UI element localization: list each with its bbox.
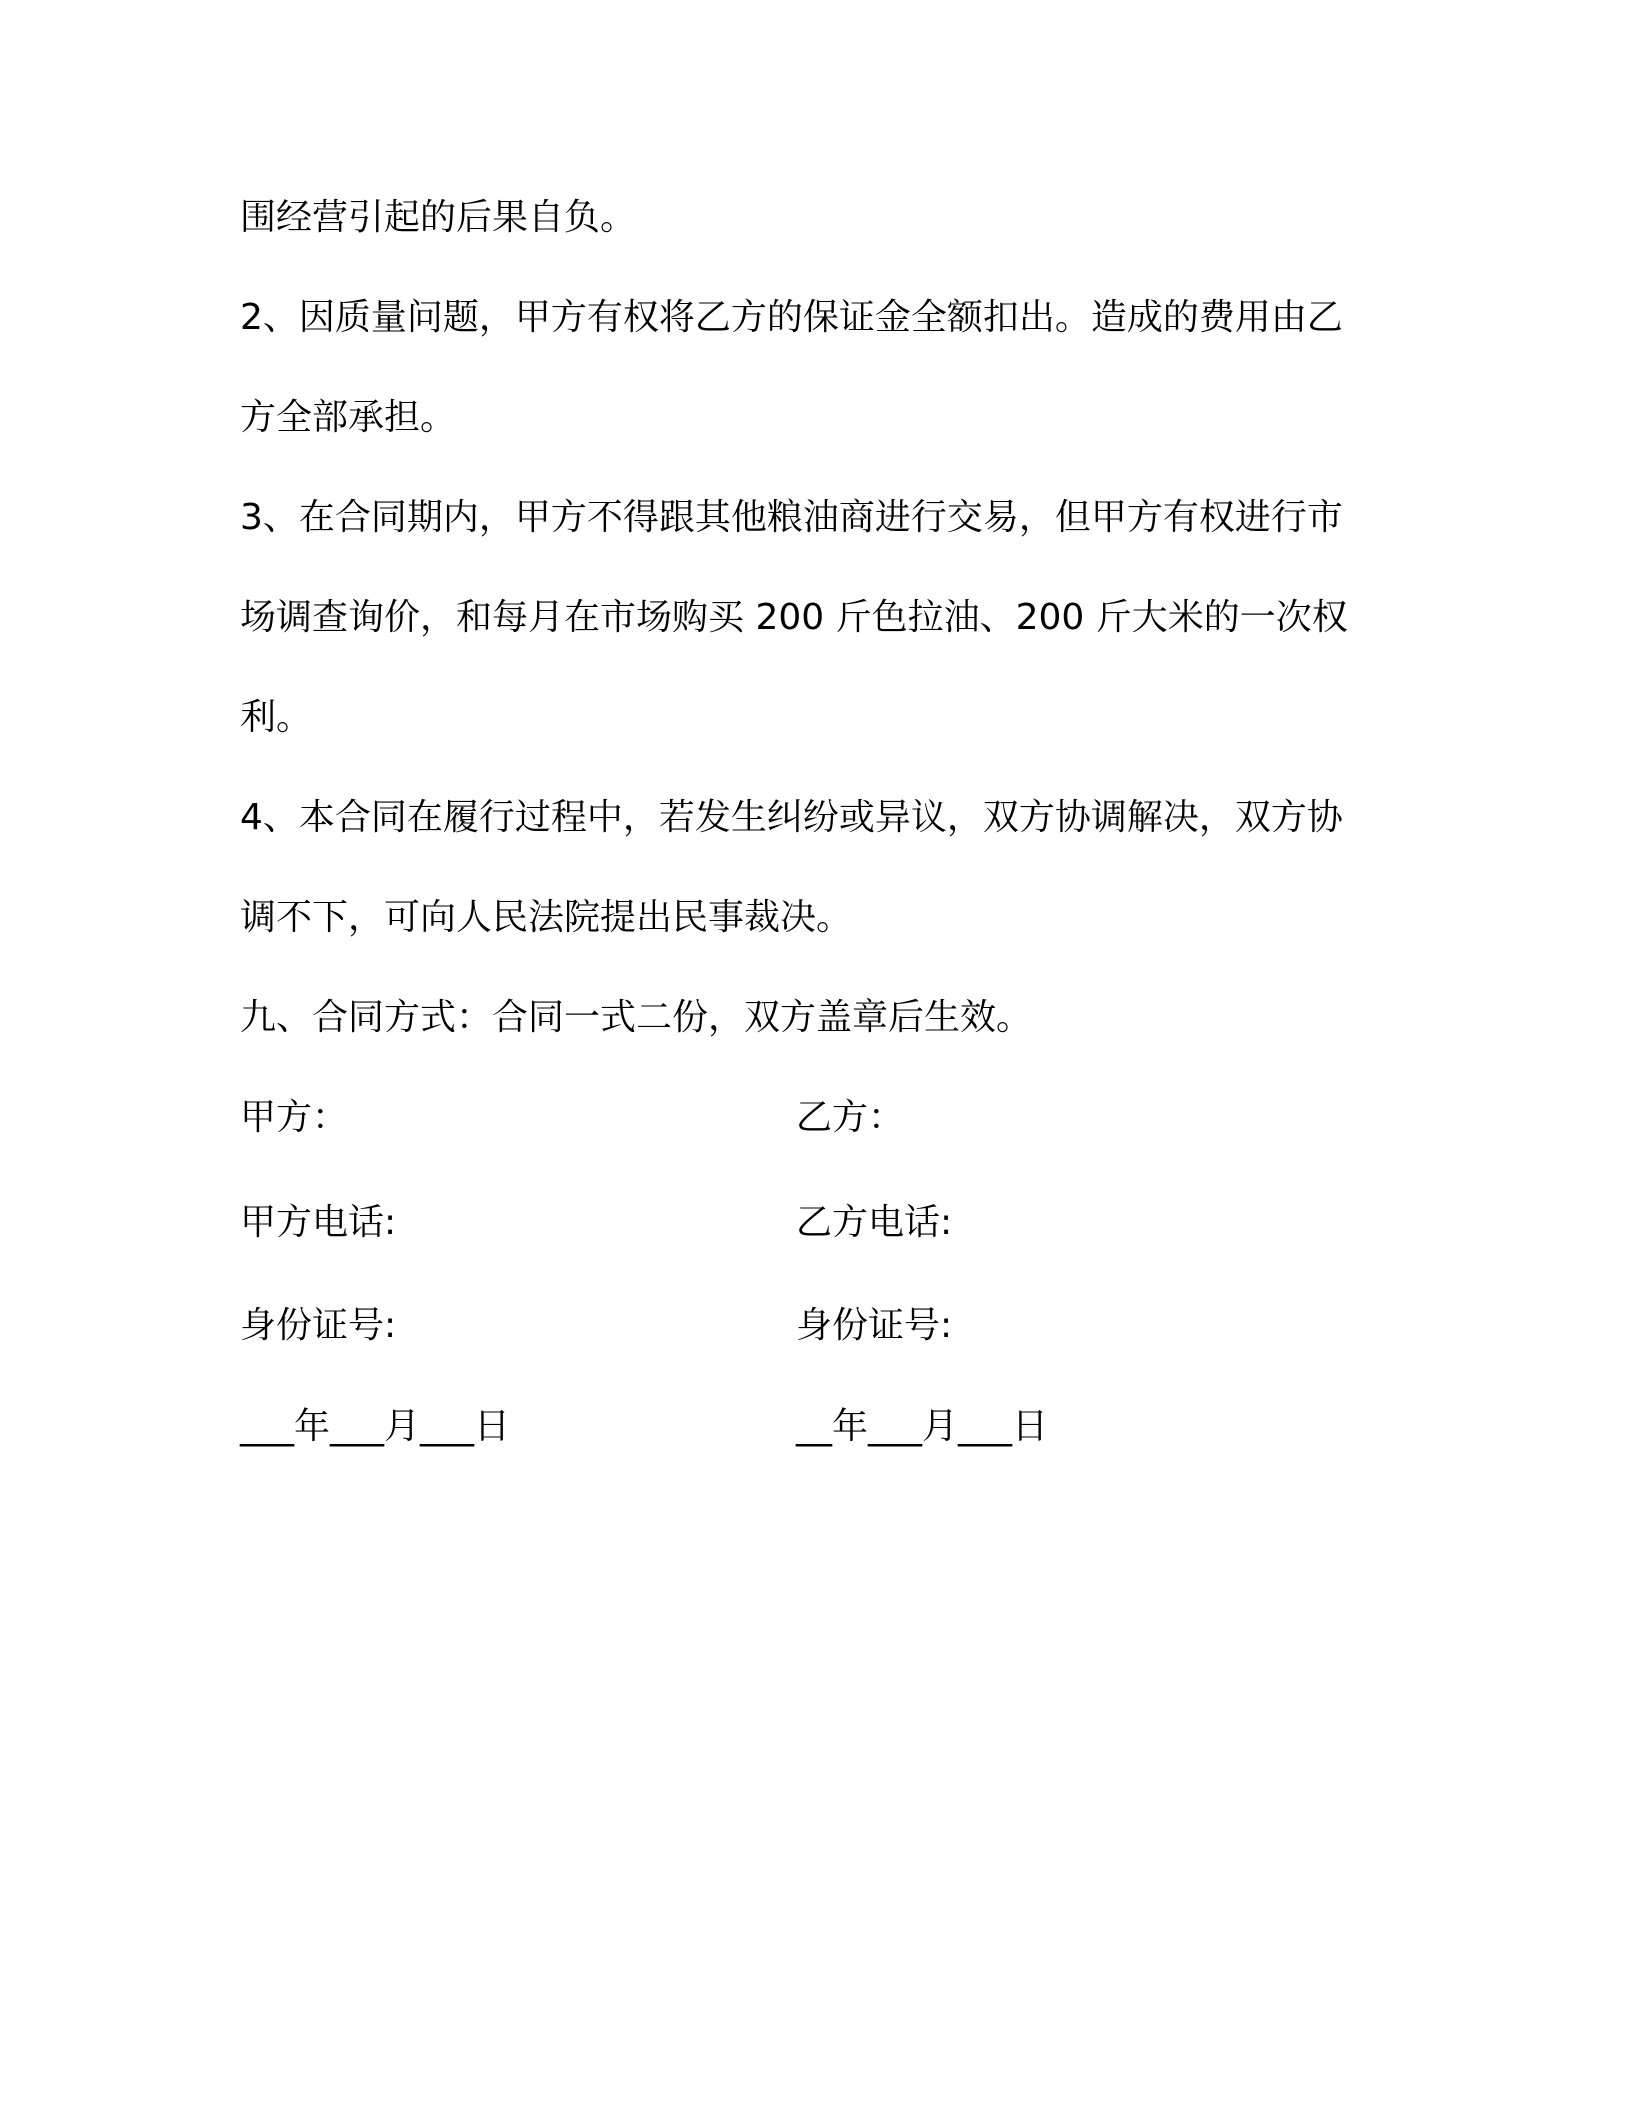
clause-text-line: 2、因质量问题，甲方有权将乙方的保证金全额扣出。造成的费用由乙 [240,297,1343,338]
clause-text-line: 3、在合同期内，甲方不得跟其他粮油商进行交易，但甲方有权进行市 [240,497,1343,538]
clause-text-line: 场调查询价，和每月在市场购买 200 斤色拉油、200 斤大米的一次权 [240,597,1348,638]
party-a-label: 甲方： [240,1097,349,1138]
party-a-date: ___年___月___日 [240,1406,511,1447]
party-b-date: __年___月___日 [796,1406,1049,1447]
party-b-phone-label: 乙方电话: [796,1202,953,1243]
contract-form-clause: 九、合同方式：合同一式二份，双方盖章后生效。 [240,997,1033,1038]
party-b-id-label: 身份证号: [796,1305,953,1346]
clause-text-line: 调不下，可向人民法院提出民事裁决。 [240,897,853,938]
party-a-id-label: 身份证号: [240,1305,397,1346]
clause-text-line: 方全部承担。 [240,397,457,438]
clause-text-line: 围经营引起的后果自负。 [240,197,637,238]
party-a-phone-label: 甲方电话: [240,1202,397,1243]
clause-text-line: 4、本合同在履行过程中，若发生纠纷或异议，双方协调解决，双方协 [240,797,1343,838]
clause-text-line: 利。 [240,697,313,738]
party-b-label: 乙方： [796,1097,905,1138]
